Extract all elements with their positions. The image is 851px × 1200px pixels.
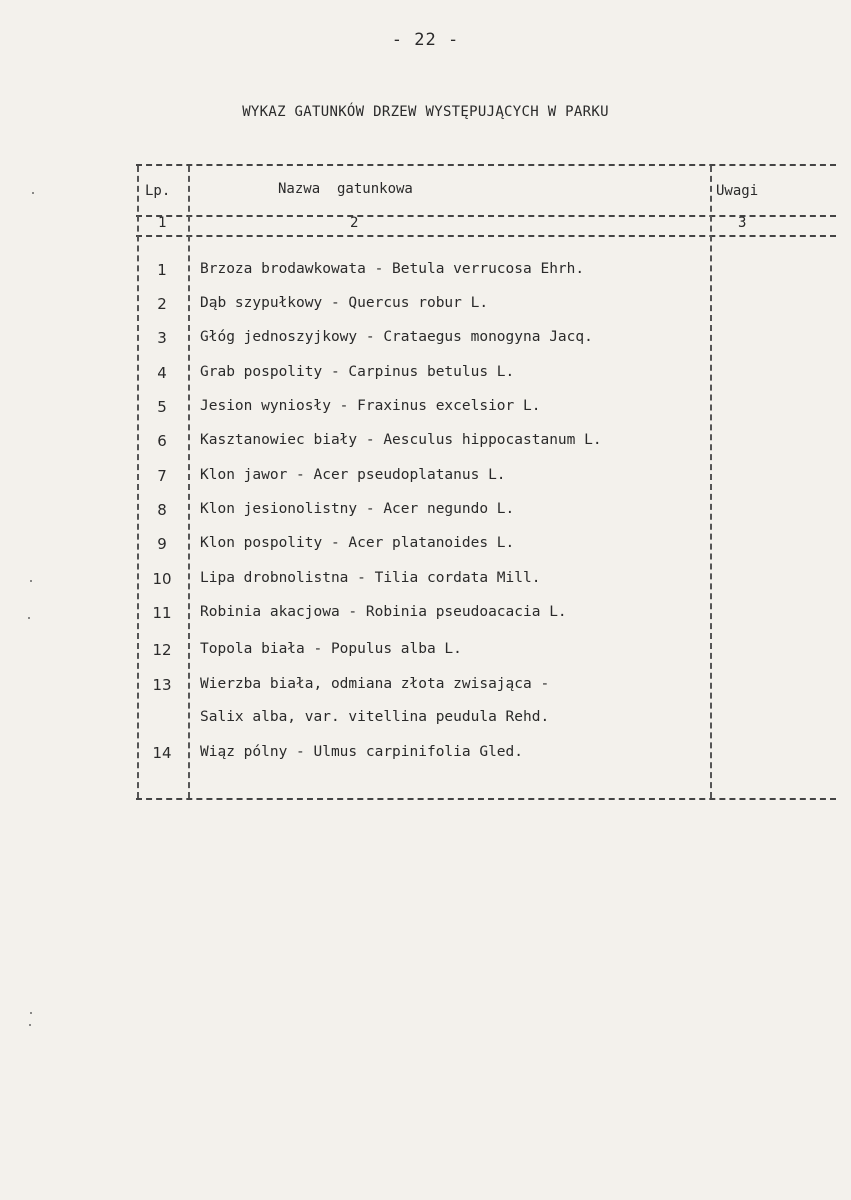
paper-speck — [30, 1012, 32, 1014]
header-remarks: Uwagi — [716, 183, 759, 199]
row-species-name: Klon pospolity - Acer platanoides L. — [200, 535, 515, 551]
column-number-3: 3 — [738, 215, 747, 231]
row-species-name: Salix alba, var. vitellina peudula Rehd. — [200, 709, 550, 725]
table-top-rule — [136, 164, 836, 166]
row-lp: 12 — [152, 641, 172, 659]
row-species-name: Wiąz pólny - Ulmus carpinifolia Gled. — [200, 744, 524, 760]
row-species-name: Brzoza brodawkowata - Betula verrucosa Ehrh. — [200, 261, 585, 277]
column-number-1: 1 — [158, 215, 167, 231]
row-lp: 4 — [157, 364, 167, 382]
row-species-name: Topola biała - Populus alba L. — [200, 641, 462, 657]
paper-speck — [28, 617, 30, 619]
column-number-rule — [136, 235, 836, 237]
row-species-name: Lipa drobnolistna - Tilia cordata Mill. — [200, 570, 541, 586]
row-lp: 10 — [152, 570, 172, 588]
row-lp: 3 — [157, 329, 167, 347]
header-bottom-rule — [136, 215, 836, 217]
row-lp: 9 — [157, 535, 167, 553]
paper-speck — [32, 192, 34, 194]
remarks-column-divider — [710, 166, 712, 798]
row-lp: 6 — [157, 432, 167, 450]
row-species-name: Grab pospolity - Carpinus betulus L. — [200, 364, 515, 380]
row-species-name: Klon jawor - Acer pseudoplatanus L. — [200, 467, 506, 483]
document-title: WYKAZ GATUNKÓW DRZEW WYSTĘPUJĄCYCH W PARKU — [242, 104, 609, 120]
row-lp: 11 — [152, 604, 172, 622]
row-lp: 8 — [157, 501, 167, 519]
row-species-name: Klon jesionolistny - Acer negundo L. — [200, 501, 515, 517]
row-species-name: Kasztanowiec biały - Aesculus hippocastanum L. — [200, 432, 602, 448]
table-bottom-rule — [136, 798, 836, 800]
column-number-2: 2 — [350, 215, 359, 231]
row-species-name: Głóg jednoszyjkowy - Crataegus monogyna Jacq. — [200, 329, 593, 345]
row-lp: 7 — [157, 467, 167, 485]
row-lp: 5 — [157, 398, 167, 416]
row-lp: 14 — [152, 744, 172, 762]
row-species-name: Dąb szypułkowy - Quercus robur L. — [200, 295, 489, 311]
row-lp: 13 — [152, 676, 172, 694]
header-lp: Lp. — [145, 183, 171, 199]
header-name: Nazwa gatunkowa — [278, 181, 413, 197]
row-lp: 2 — [157, 295, 167, 313]
paper-speck — [30, 580, 32, 582]
row-species-name: Robinia akacjowa - Robinia pseudoacacia L. — [200, 604, 567, 620]
paper-speck — [29, 1024, 31, 1026]
page-number: - 22 - — [391, 30, 460, 50]
row-species-name: Jesion wyniosły - Fraxinus excelsior L. — [200, 398, 541, 414]
lp-column-divider — [188, 166, 190, 798]
row-species-name: Wierzba biała, odmiana złota zwisająca - — [200, 676, 550, 692]
row-lp: 1 — [157, 261, 167, 279]
